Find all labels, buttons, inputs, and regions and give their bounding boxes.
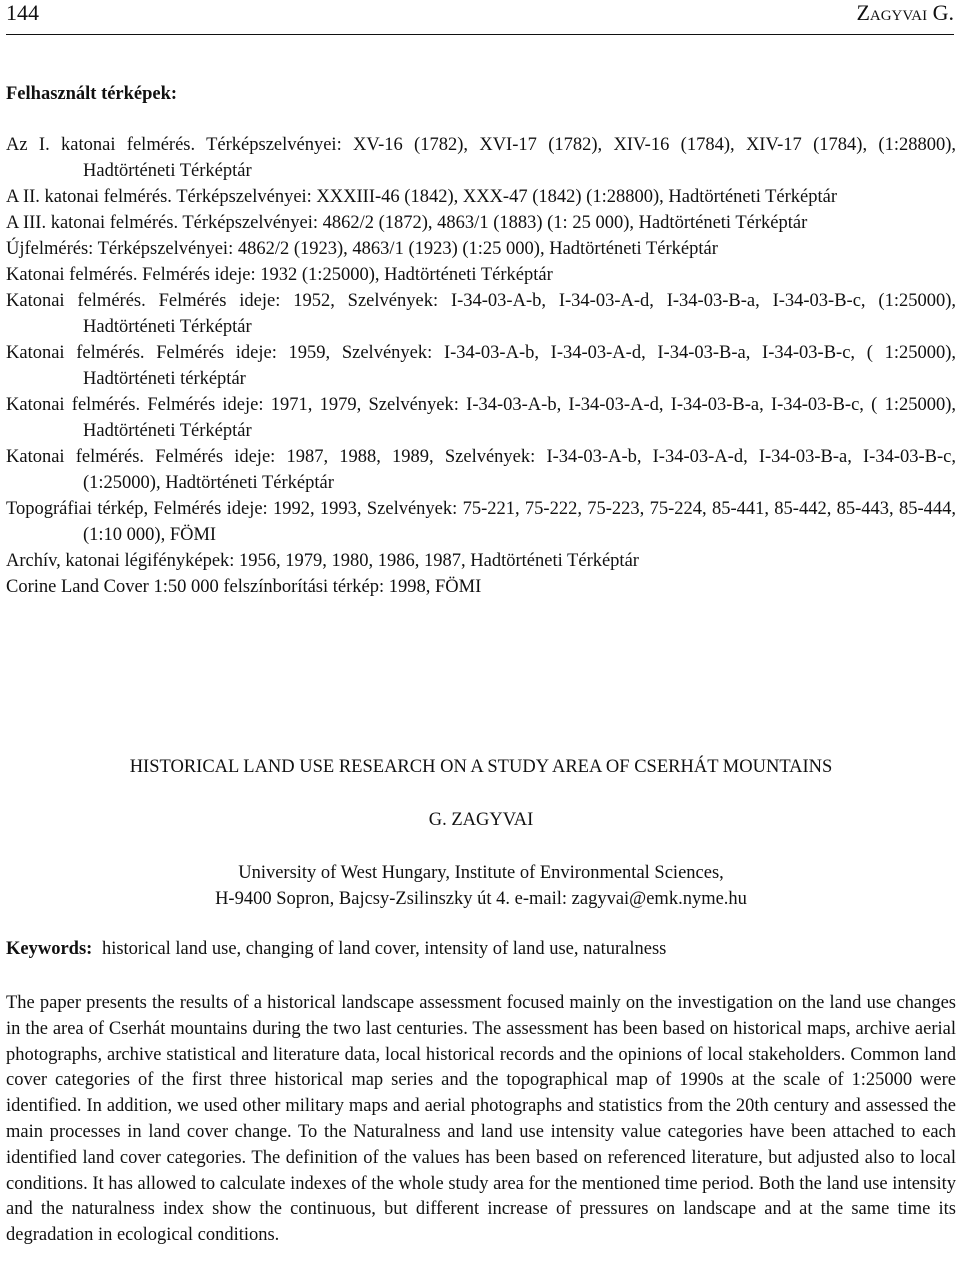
page-number: 144 [6, 0, 39, 25]
map-reference: Archív, katonai légifényképek: 1956, 1979, 1980, 1986, 1987, Hadtörténeti Térképtár [6, 551, 639, 571]
map-reference: Katonai felmérés. Felmérés ideje: 1932 (1:25000), Hadtörténeti Térképtár [6, 265, 553, 285]
keywords-text: historical land use, changing of land cover, intensity of land use, naturalness [101, 939, 667, 959]
english-paper-title: HISTORICAL LAND USE RESEARCH ON A STUDY AREA OF CSERHÁT MOUNTAINS [129, 757, 833, 777]
affiliation [6, 860, 956, 912]
map-reference: A III. katonai felmérés. Térképszelvényei: 4862/2 (1872), 4863/1 (1883) (1: 25 000), Hadtörténeti Térképtár [6, 213, 808, 233]
map-reference: Katonai felmérés. Felmérés ideje: 1959, Szelvények: I-34-03-A-b, I-34-03-A-d, I-34-03-B-a, I-34-03-B-c, ( 1:25000), Hadtörténeti térképtár [6, 343, 956, 389]
keywords-label: Keywords: [6, 939, 93, 959]
header-rule [6, 34, 954, 35]
maps-reference-list [6, 132, 956, 600]
affiliation-line: H-9400 Sopron, Bajcsy-Zsilinszky út 4. e-mail: zagyvai@emk.nyme.hu [215, 889, 747, 909]
map-reference: A II. katonai felmérés. Térképszelvényei: XXXIII-46 (1842), XXX-47 (1842) (1:28800), Hadtörténeti Térképtár [6, 187, 838, 207]
map-reference: Corine Land Cover 1:50 000 felszínborítási térkép: 1998, FÖMI [6, 577, 482, 597]
keywords [6, 939, 956, 960]
english-author: G. ZAGYVAI [428, 810, 534, 830]
abstract-paragraph: The paper presents the results of a historical landscape assessment focused mainly on the investigation on the land use changes in the area of Cserhát mountains during the two last centuries. The assessment has been based on historical maps, archive aerial photographs, archive statistical and literature data, local historical records and the opinions of local stakeholders. Common land cover categories of the first three historical map series and the topographical map of 1990s at the scale of 1:25000 were identified. In addition, we used other military maps and aerial photographs and statistics from the 20th century and assessed the main processes in land cover change. To the Naturalness and land use intensity value categories have been attached to each identified land cover categories. The definition of the values has been based on referenced literature, but adjusted also to local conditions. It has allowed to calculate indexes of the whole study area for the mentioned time period. Both the land use intensity and the naturalness index show the continuous, but different increase of pressures on landscape and at the same time its degradation in ecological conditions. [6, 993, 956, 1246]
map-reference: Újfelmérés: Térképszelvényei: 4862/2 (1923), 4863/1 (1923) (1:25 000), Hadtörténeti Térképtár [6, 239, 718, 259]
maps-section-title: Felhasznált térképek: [6, 84, 178, 104]
map-reference: Az I. katonai felmérés. Térképszelvényei: XV-16 (1782), XVI-17 (1782), XIV-16 (1784), XIV-17 (1784), (1:28800), Hadtörténeti Térképtár [6, 135, 956, 181]
running-header [6, 0, 954, 36]
map-reference: Katonai felmérés. Felmérés ideje: 1987, 1988, 1989, Szelvények: I-34-03-A-b, I-34-03-A-d, I-34-03-B-a, I-34-03-B-c, (1:25000), Hadtörténeti Térképtár [6, 447, 956, 493]
affiliation-line: University of West Hungary, Institute of Environmental Sciences, [238, 863, 724, 883]
map-reference: Katonai felmérés. Felmérés ideje: 1952, Szelvények: I-34-03-A-b, I-34-03-A-d, I-34-03-B-a, I-34-03-B-c, (1:25000), Hadtörténeti Térképtár [6, 291, 956, 337]
running-author: Zagyvai G. [856, 0, 954, 25]
map-reference: Topográfiai térkép, Felmérés ideje: 1992, 1993, Szelvények: 75-221, 75-222, 75-223, 75-224, 85-441, 85-442, 85-443, 85-444, (1:10 000), FÖMI [6, 499, 956, 545]
map-reference: Katonai felmérés. Felmérés ideje: 1971, 1979, Szelvények: I-34-03-A-b, I-34-03-A-d, I-34-03-B-a, I-34-03-B-c, ( 1:25000), Hadtörténeti Térképtár [6, 395, 956, 441]
